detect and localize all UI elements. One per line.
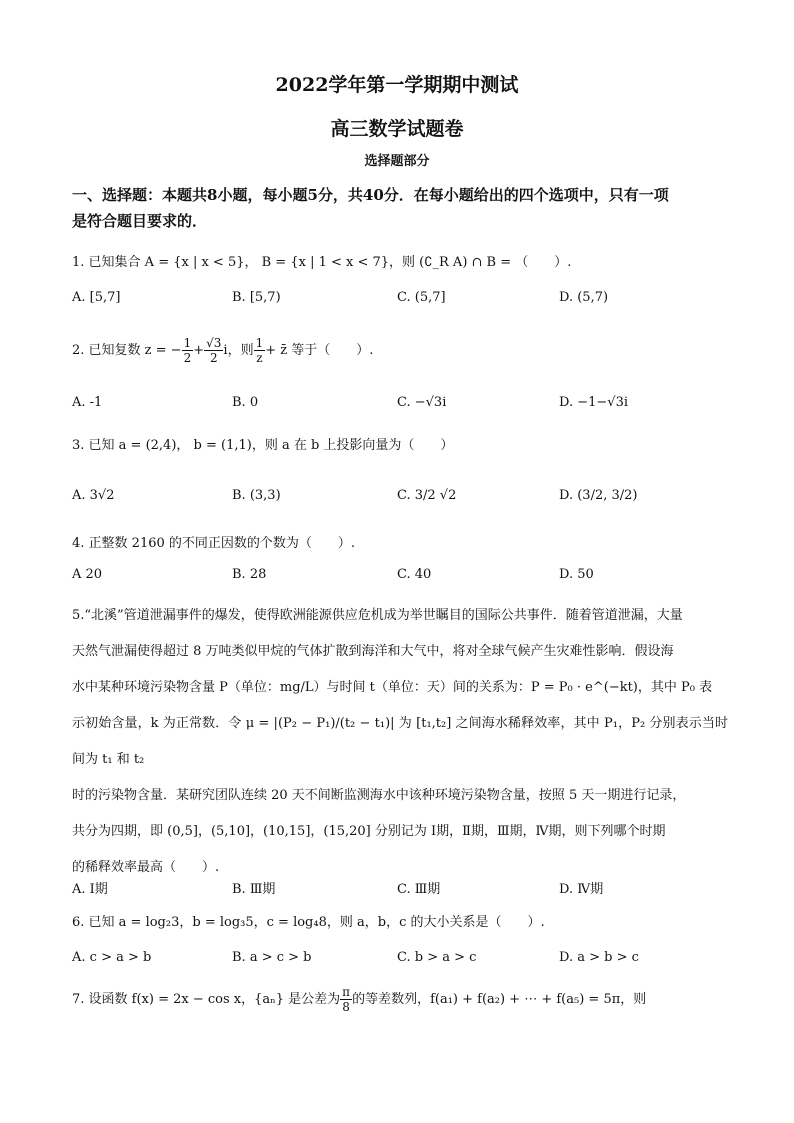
q7-stem-prefix: 7. 设函数 f(x) = 2x − cos x，{aₙ} 是公差为 <box>72 992 341 1007</box>
option-c: C. 3/2 √2 <box>397 488 457 503</box>
fraction-sqrt3-2 <box>204 336 223 365</box>
question-2-stem <box>72 336 732 365</box>
denominator: z <box>256 351 263 365</box>
option-a: A 20 <box>72 567 103 582</box>
exam-title: 2022学年第一学期期中测试 <box>275 74 519 96</box>
q5-line-2: 天然气泄漏使得超过 8 万吨类似甲烷的气体扩散到海洋和大气中，将对全球气候产生灾难性影响．假设海 <box>72 644 674 659</box>
section-line-2: 是符合题目要求的． <box>72 212 208 230</box>
option-d: D. Ⅳ期 <box>559 882 604 897</box>
q5-line-3: 水中某种环境污染物含量 P（单位：mg/L）与时间 t（单位：天）间的关系为：P = P₀ · e^(−kt)，其中 P₀ 表 <box>72 680 713 695</box>
denominator: 2 <box>183 351 192 365</box>
question-4-options <box>72 567 728 591</box>
question-1-stem: 1. 已知集合 A = {x | x < 5}， B = {x | 1 < x < 7}，则 (∁_R A) ∩ B = （ ）. <box>72 255 572 270</box>
exam-subtitle: 高三数学试题卷 <box>330 118 464 140</box>
option-a: A. [5,7] <box>72 290 121 305</box>
option-c: C. b > a > c <box>397 950 477 965</box>
option-b: B. 28 <box>232 567 267 582</box>
option-d: D. 50 <box>559 567 594 582</box>
option-a: A. 3√2 <box>72 488 115 503</box>
fraction-pi-8 <box>340 985 352 1014</box>
q5-line-7: 的稀释效率最高（ ）. <box>72 860 220 875</box>
option-d: D. (3/2, 3/2) <box>559 488 638 503</box>
q5-line-4: 示初始含量，k 为正常数．令 μ = |(P₂ − P₁)/(t₂ − t₁)| 为 [t₁,t₂] 之间海水稀释效率，其中 P₁，P₂ 分别表示当时间为 t₁ 和 t₂ <box>72 716 728 767</box>
numerator: 1 <box>183 336 192 350</box>
q2-stem-prefix: 2. 已知复数 z = − <box>72 343 182 358</box>
numerator: π <box>342 985 351 999</box>
numerator: √3 <box>206 336 222 350</box>
q5-line-1: 5.“北溪”管道泄漏事件的爆发，使得欧洲能源供应危机成为举世瞩目的国际公共事件．随着管道泄漏，大量 <box>72 608 683 623</box>
option-a: A. -1 <box>72 395 103 410</box>
q2-stem-suffix: i，则 <box>223 343 254 358</box>
q7-stem-suffix: 的等差数列，f(a₁) + f(a₂) + ⋯ + f(a₅) = 5π，则 <box>352 992 647 1007</box>
part-heading: 选择题部分 <box>364 154 430 169</box>
option-a: A. c > a > b <box>72 950 152 965</box>
option-c: C. (5,7] <box>397 290 446 305</box>
option-b: B. a > c > b <box>232 950 312 965</box>
question-5-options <box>72 878 728 902</box>
denominator: 2 <box>209 351 218 365</box>
option-d: D. a > b > c <box>559 950 639 965</box>
numerator: 1 <box>255 336 264 350</box>
option-b: B. [5,7) <box>232 290 281 305</box>
question-3-options <box>72 488 728 512</box>
option-c: C. Ⅲ期 <box>397 882 441 897</box>
q2-stem-end: + z̄ 等于（ ）. <box>265 343 374 358</box>
question-1-options <box>72 290 728 314</box>
question-3-stem: 3. 已知 a = (2,4)， b = (1,1)，则 a 在 b 上投影向量为（ ） <box>72 438 454 453</box>
option-c: C. 40 <box>397 567 432 582</box>
option-a: A. Ⅰ期 <box>72 882 108 897</box>
question-7-stem <box>72 985 732 1014</box>
fraction-1-z <box>254 336 266 365</box>
q5-line-6: 共分为四期，即 (0,5]，(5,10]，(10,15]，(15,20] 分别记为 Ⅰ期，Ⅱ期，Ⅲ期，Ⅳ期，则下列哪个时期 <box>72 824 666 839</box>
question-2-options <box>72 395 728 419</box>
option-b: B. 0 <box>232 395 259 410</box>
option-d: D. −1−√3i <box>559 395 628 410</box>
question-6-stem: 6. 已知 a = log₂3，b = log₃5，c = log₄8，则 a，b，c 的大小关系是（ ）. <box>72 915 545 930</box>
option-b: B. (3,3) <box>232 488 281 503</box>
question-4-stem: 4. 正整数 2160 的不同正因数的个数为（ ）. <box>72 536 356 551</box>
denominator: 8 <box>342 1000 350 1014</box>
section-line-1: 一、选择题：本题共8小题，每小题5分，共40分．在每小题给出的四个选项中，只有一项 <box>72 186 669 204</box>
q5-line-5: 时的污染物含量．某研究团队连续 20 天不间断监测海水中该种环境污染物含量，按照 5 天一期进行记录， <box>72 788 686 803</box>
question-5-stem <box>72 598 728 886</box>
fraction-1-2 <box>182 336 194 365</box>
option-b: B. Ⅲ期 <box>232 882 276 897</box>
plus-sign: + <box>193 343 205 358</box>
option-c: C. −√3i <box>397 395 447 410</box>
option-d: D. (5,7) <box>559 290 609 305</box>
section-instructions <box>72 182 732 234</box>
question-6-options <box>72 950 728 974</box>
